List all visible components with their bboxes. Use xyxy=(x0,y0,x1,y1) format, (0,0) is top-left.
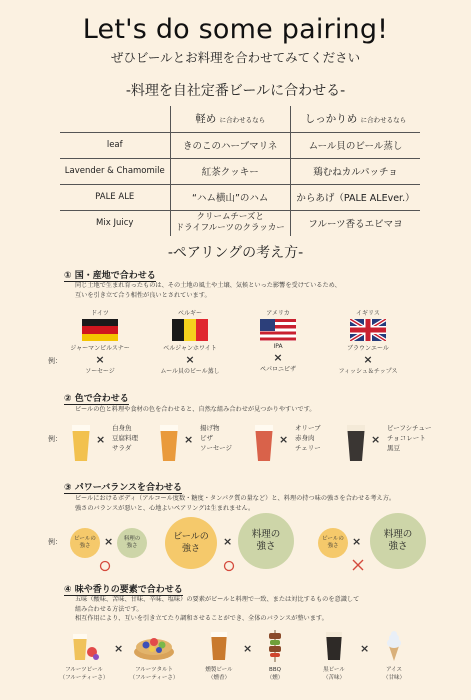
light-dish: クリームチーズと ドライフルーツのクラッカー xyxy=(170,210,290,236)
example-label: 例： xyxy=(48,538,62,546)
cross-icon: × xyxy=(185,353,195,366)
header-light: 軽め に合わせるなら xyxy=(170,106,290,132)
color-group-foods: オリーブ 赤身肉 チェリー xyxy=(295,424,321,452)
table-row xyxy=(60,132,420,158)
uk-flag-icon xyxy=(350,319,386,341)
smoked-beer-icon xyxy=(208,630,230,662)
light-dish: “ハム横山”のハム xyxy=(170,184,290,210)
section1-title: ① 国・産地で合わせる xyxy=(64,271,156,281)
food-strength-circle-strong: 料理の 強さ xyxy=(370,513,426,569)
good-circle-icon xyxy=(99,560,111,572)
fruit-beer-icon xyxy=(67,630,101,662)
cross-icon: × xyxy=(243,642,253,655)
flavor-item: フルーツビール （フルーティーさ） xyxy=(60,630,108,682)
section-heading-pairing: -料理を自社定番ビールに合わせる- xyxy=(125,83,346,99)
cross-icon: × xyxy=(273,351,283,364)
bad-cross-icon xyxy=(351,558,365,572)
color-group-pale xyxy=(70,421,160,465)
color-group-foods: 揚げ物 ピザ ソーセージ xyxy=(200,424,232,452)
color-group-dark xyxy=(345,421,455,465)
dark-beer-glass-icon xyxy=(345,423,367,463)
germany-flag-icon xyxy=(82,319,118,341)
section2-title: ② 色で合わせる xyxy=(64,394,129,404)
country-germany: ドイツ ジャーマンピルスナー × ソーセージ xyxy=(70,310,130,375)
beer-name: Lavender & Chamomile xyxy=(60,158,170,184)
flavor-examples xyxy=(60,630,455,700)
color-group-red xyxy=(253,421,343,465)
cross-icon: × xyxy=(95,353,105,366)
section-heading-howto: -ペアリングの考え方- xyxy=(167,245,304,261)
section3-title: ③ パワーバランスを合わせる xyxy=(64,483,183,493)
red-beer-glass-icon xyxy=(253,423,275,463)
rich-dish: フルーツ香るエビマヨ xyxy=(308,219,403,231)
section2-body: ビールの色と料理や食材の色を合わせると、自然な組み合わせが見つかりやすいです。 xyxy=(75,406,316,413)
table-row xyxy=(60,184,420,210)
rich-dish: ムール貝のビール蒸し xyxy=(290,132,420,158)
color-group-foods: 白身魚 豆腐料理 サラダ xyxy=(112,424,138,452)
light-dish: きのこのハーブマリネ xyxy=(170,132,290,158)
beer-name: PALE ALE xyxy=(60,184,170,210)
color-group-foods: ビーフシチュー チョコレート 黒豆 xyxy=(387,424,432,452)
ice-cream-icon xyxy=(383,630,405,662)
food-strength-circle-large: 料理の 強さ xyxy=(238,513,294,569)
cross-icon: × xyxy=(352,535,362,548)
beer-strength-circle-large: ビールの 強さ xyxy=(165,517,217,569)
table-header-row xyxy=(60,106,420,132)
section4-body: 五味（酸味、苦味、甘味、辛味、塩味）の要素がビールと料理で一致、または対比するものを意識して 組み合わせる方法です。 相互作用により、互いを引き立てたり調和させることができ、全体のバランスが整います。 xyxy=(75,596,360,622)
example-label: 例： xyxy=(48,357,62,365)
color-group-amber xyxy=(158,421,248,465)
flavor-item: 黒ビール （苦味） xyxy=(310,630,358,682)
cross-icon: × xyxy=(371,433,381,446)
country-uk: イギリス ブラウンエール × フィッシュ＆チップス xyxy=(338,310,398,375)
table-row xyxy=(60,210,420,236)
beer-strength-circle-weak: ビールの 強さ xyxy=(318,528,348,558)
cross-icon: × xyxy=(279,433,289,446)
amber-beer-glass-icon xyxy=(158,423,180,463)
beer-name: leaf xyxy=(60,132,170,158)
rich-dish: からあげ（PALE ALEver.） xyxy=(290,184,420,210)
section3-body: ビールにおけるボディ（アルコール度数・糖度・タンパク質の量など）と、料理の持つ味の強さを合わせる考え方。 強さのバランスが悪いと、心地よいペアリングは生まれません。 xyxy=(75,495,396,512)
food-strength-circle-small: 料理の 強さ xyxy=(117,528,147,558)
country-usa: アメリカ IPA × ペパロニピザ xyxy=(248,308,308,373)
dark-beer-icon xyxy=(323,630,345,662)
cross-icon: × xyxy=(114,642,124,655)
cross-icon: × xyxy=(360,642,370,655)
usa-flag-icon xyxy=(260,319,296,341)
beer-strength-circle-small: ビールの 強さ xyxy=(70,528,100,558)
beer-name: Mix Juicy xyxy=(96,218,134,229)
country-belgium: ベルギー ベルジャンホワイト × ムール貝のビール蒸し xyxy=(160,310,220,375)
belgium-flag-icon xyxy=(172,319,208,341)
cross-icon: × xyxy=(104,535,114,548)
cross-icon: × xyxy=(96,433,106,446)
cross-icon: × xyxy=(223,535,233,548)
flavor-item: アイス （甘味） xyxy=(374,630,414,682)
flavor-item: BBQ （燻） xyxy=(255,630,295,682)
example-label: 例： xyxy=(48,435,62,443)
bbq-skewer-icon xyxy=(264,630,286,662)
fruit-tart-icon xyxy=(132,630,176,662)
header-rich: しっかりめ に合わせるなら xyxy=(290,106,420,132)
light-dish: 紅茶クッキー xyxy=(170,158,290,184)
flavor-item: フルーツタルト （フルーティーさ） xyxy=(126,630,182,682)
rich-dish: 鶏むねカルパッチョ xyxy=(290,158,420,184)
page-title: Let's do some pairing! xyxy=(82,14,389,45)
pale-beer-glass-icon xyxy=(70,423,92,463)
cross-icon: × xyxy=(184,433,194,446)
page-subtitle: ぜひビールとお料理を合わせてみてください xyxy=(110,50,361,65)
flavor-item: 燻製ビール （燻香） xyxy=(195,630,243,682)
pairing-table xyxy=(60,106,420,236)
good-circle-icon xyxy=(223,560,235,572)
section1-body: 同じ土地で生まれ育ったものは、その土地の風土や土壌、気候といった影響を受けているため、 互いを引き立て合う相性が良いとされています。 xyxy=(75,282,341,299)
cross-icon: × xyxy=(363,353,373,366)
table-row xyxy=(60,158,420,184)
section4-title: ④ 味や香りの要素で合わせる xyxy=(64,585,183,595)
